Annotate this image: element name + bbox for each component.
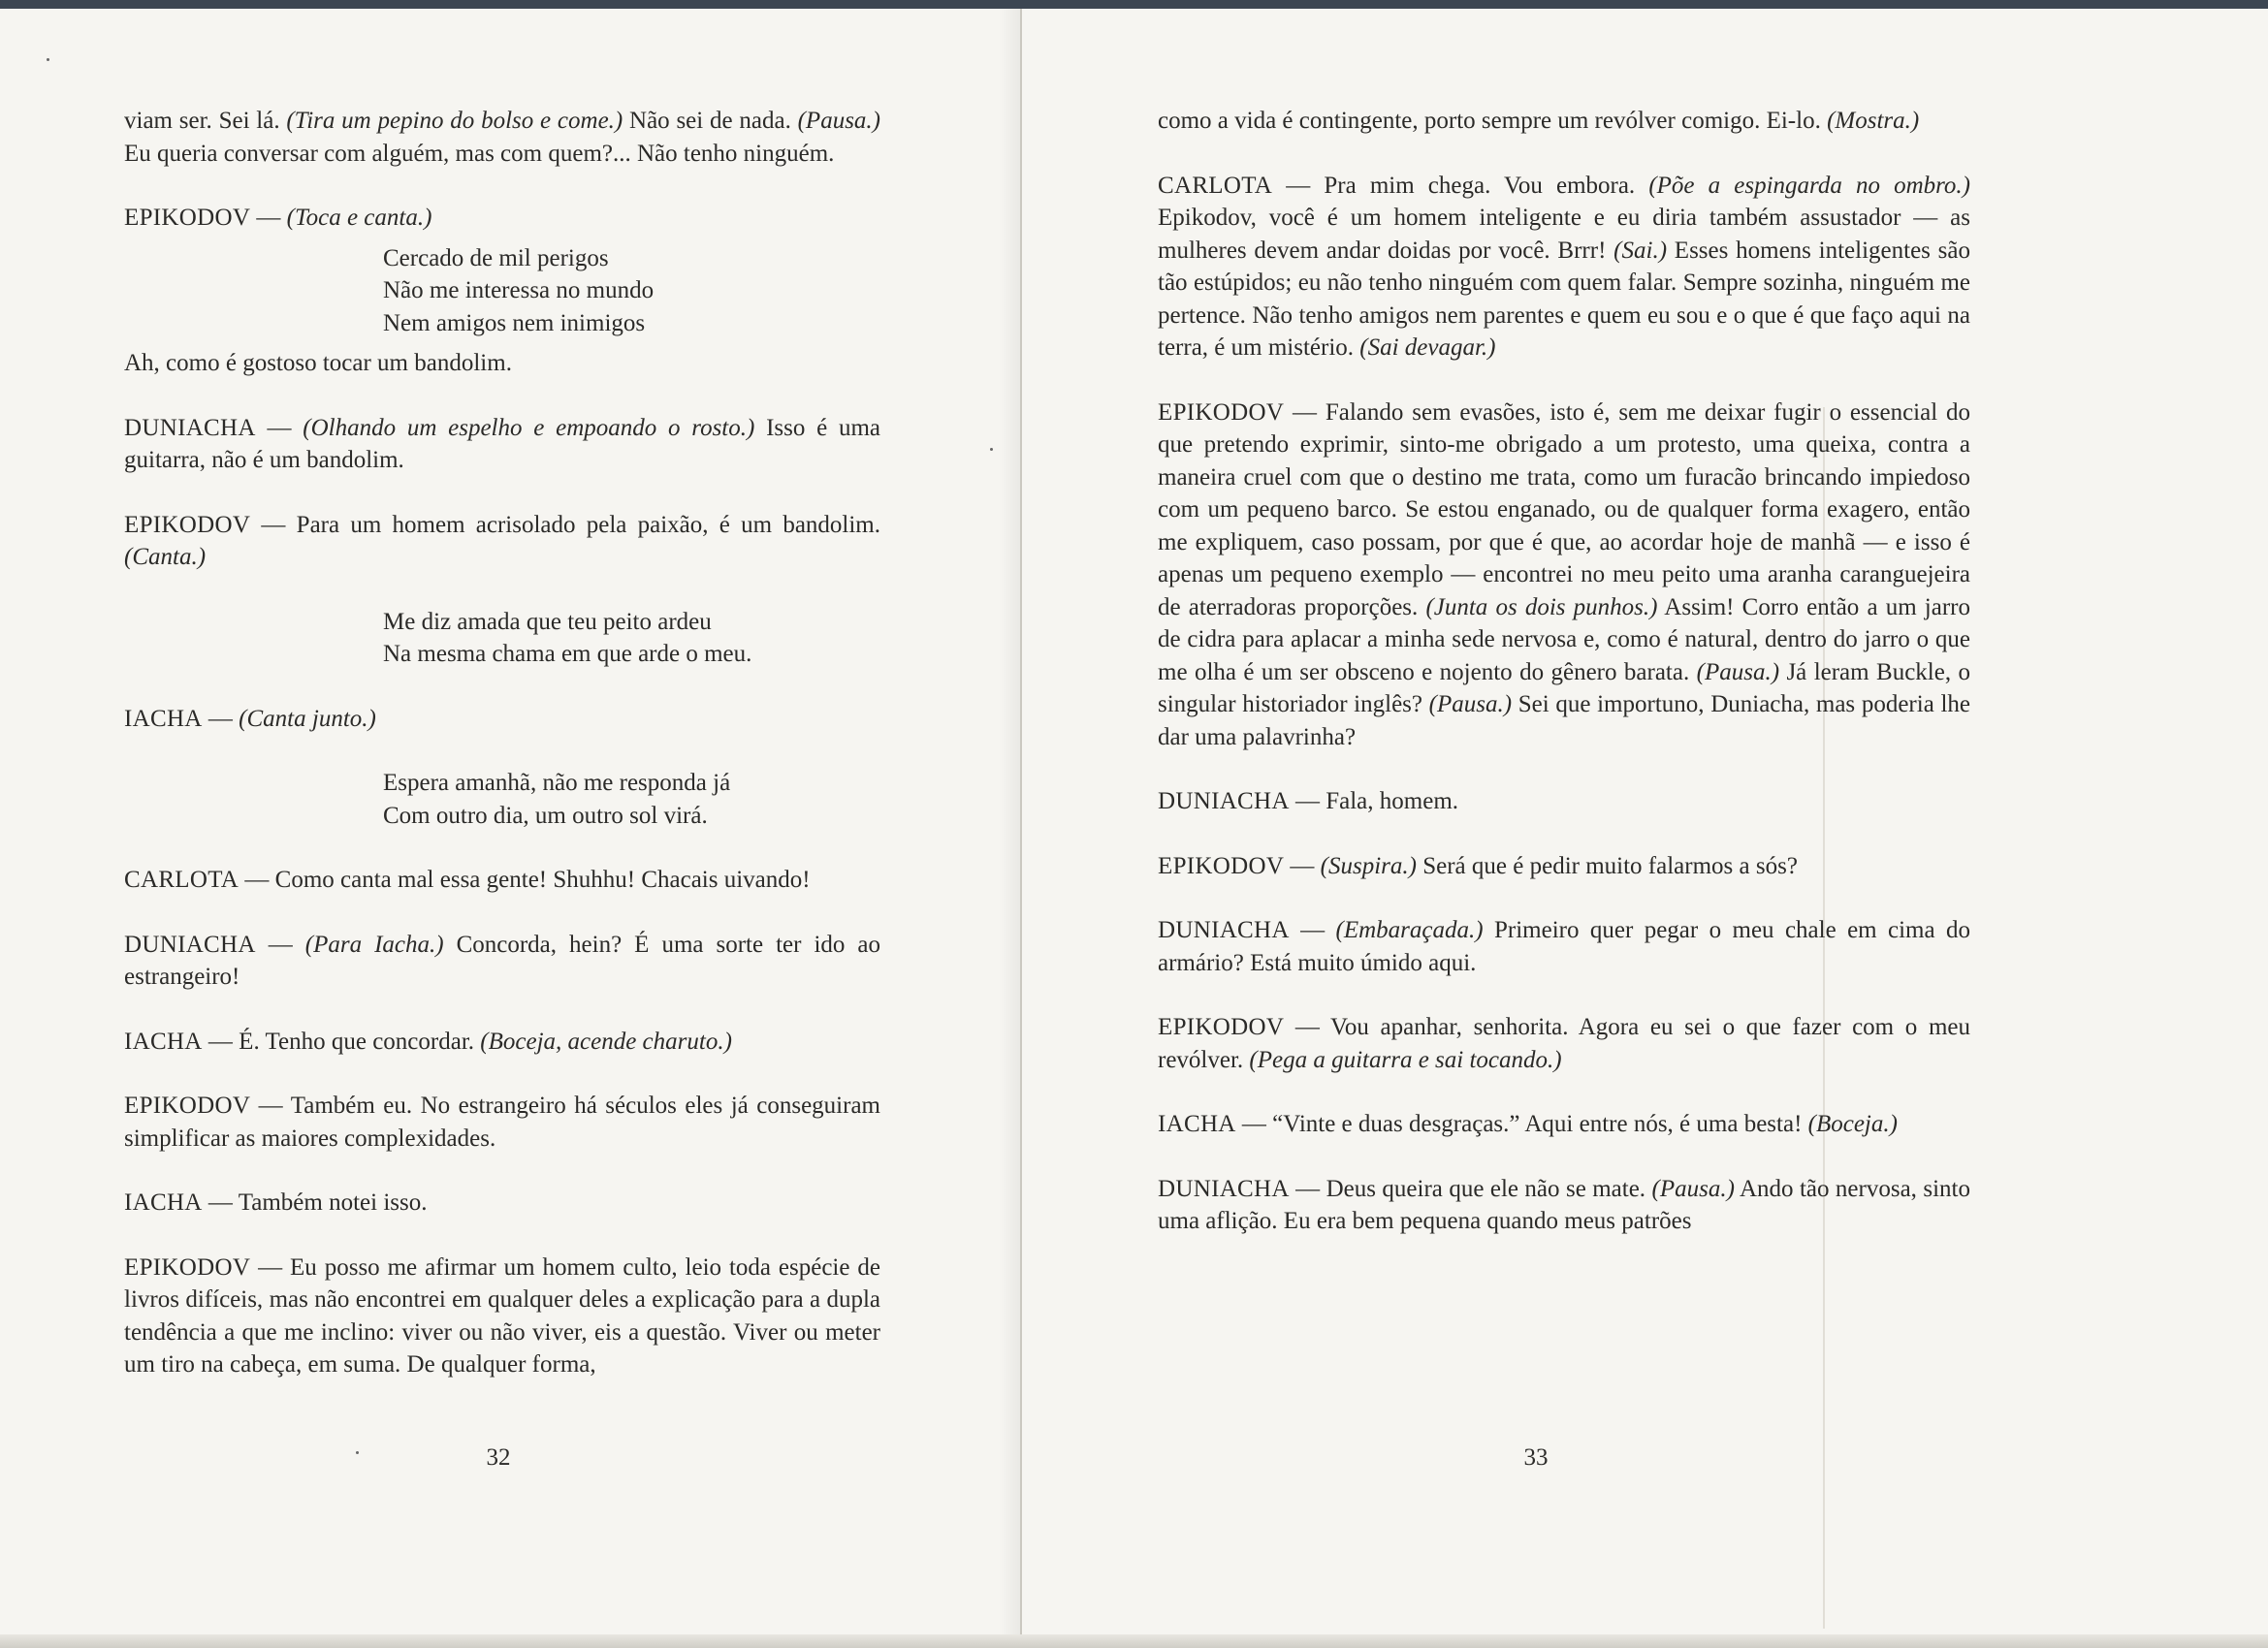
dialogue-text: Eu queria conversar com alguém, mas com quem?... Não tenho ninguém.	[124, 140, 835, 167]
song-verse	[383, 242, 880, 340]
stage-direction: (Pausa.)	[797, 108, 881, 134]
stage-direction: (Olhando um espelho e empoando o rosto.)	[303, 414, 755, 441]
dialogue-text: Já leram Buckle, o singular historiador inglês?	[1158, 658, 1970, 717]
dialogue-text: —	[255, 414, 303, 441]
dialogue-text: Concorda, hein? É uma sorte ter ido ao estrangeiro!	[124, 931, 880, 990]
stage-direction: (Suspira.)	[1320, 852, 1417, 879]
left-page-text	[124, 105, 880, 1381]
stage-direction: (Toca e canta.)	[286, 205, 432, 231]
speaker-name: DUNIACHA	[124, 414, 256, 441]
song-verse	[383, 606, 880, 671]
dialogue-block	[1158, 1108, 1970, 1141]
dialogue-text: — Eu posso me afirmar um homem culto, leio toda espécie de livros difíceis, mas não encontrei em qualquer deles a explicação para a dupla tendência a que me inclino: viver ou não viver, eis a questão. Viver ou meter um tiro na cabeça, em suma. De qualquer forma,	[124, 1253, 880, 1378]
dialogue-text: Epikodov, você é um homem inteligente e eu diria também assustador — as mulheres devem andar doidas por você. Brrr!	[1158, 205, 1970, 264]
dialogue-text: Sei que importuno, Duniacha, mas poderia lhe dar uma palavrinha?	[1158, 691, 1970, 750]
dialogue-block	[124, 929, 880, 994]
dialogue-text: Ando tão nervosa, sinto uma aflição. Eu era bem pequena quando meus patrões	[1158, 1175, 1970, 1234]
verse-line: Cercado de mil perigos	[383, 244, 609, 271]
dialogue-block	[1158, 1011, 1970, 1076]
speaker-name: IACHA	[124, 1028, 203, 1055]
speaker-name: DUNIACHA	[1158, 788, 1290, 814]
dialogue-text: Será que é pedir muito falarmos a sós?	[1416, 852, 1798, 879]
speaker-name: CARLOTA	[1158, 172, 1273, 199]
stage-direction: (Mostra.)	[1827, 108, 1920, 134]
speaker-name: IACHA	[1158, 1111, 1236, 1137]
stage-direction: (Canta junto.)	[239, 705, 376, 732]
dialogue-text: Esses homens inteligentes são tão estúpidos; eu não tenho ninguém com quem falar. Sempre sozinha, ninguém me pertence. Não tenho amigos nem parentes e quem eu sou e o que é que faço aqui na terra, é um mistério.	[1158, 237, 1970, 361]
dialogue-text: —	[250, 205, 287, 231]
right-page-text	[1158, 105, 1970, 1238]
verse-line: Espera amanhã, não me responda já	[383, 770, 731, 796]
stage-direction: (Junta os dois punhos.)	[1425, 593, 1658, 620]
speaker-name: DUNIACHA	[1158, 1175, 1290, 1202]
dialogue-block	[124, 1187, 880, 1220]
speaker-name: EPIKODOV	[1158, 398, 1285, 426]
dialogue-text: —	[1289, 917, 1336, 943]
dialogue-block	[1158, 785, 1970, 818]
speaker-name: EPIKODOV	[124, 1253, 251, 1281]
stage-direction: (Sai devagar.)	[1359, 334, 1496, 361]
page-number-left: 32	[486, 1444, 511, 1471]
stage-direction: (Para Iacha.)	[304, 931, 444, 958]
verse-line: Nem amigos nem inimigos	[383, 309, 646, 336]
dialogue-block	[1158, 1173, 1970, 1238]
dialogue-block	[124, 202, 880, 235]
speaker-name: EPIKODOV	[1158, 1014, 1285, 1040]
dialogue-text: Primeiro quer pegar o meu chale em cima do armário? Está muito úmido aqui.	[1158, 917, 1970, 976]
speaker-name: EPIKODOV	[124, 205, 251, 231]
dialogue-text: — Pra mim chega. Vou embora.	[1272, 172, 1649, 199]
dialogue-block	[1158, 170, 1970, 364]
dialogue-text: — Deus queira que ele não se mate.	[1289, 1175, 1652, 1202]
dialogue-text: Isso é uma guitarra, não é um bandolim.	[124, 414, 881, 473]
right-page	[1022, 0, 2268, 1638]
dialogue-text: Não sei de nada.	[623, 108, 798, 134]
dialogue-block	[124, 412, 880, 477]
speaker-name: EPIKODOV	[1158, 852, 1285, 879]
song-verse	[383, 767, 880, 832]
dialogue-block	[124, 703, 880, 736]
dialogue-text: — Fala, homem.	[1289, 788, 1459, 814]
verse-line: Não me interessa no mundo	[383, 277, 655, 303]
dialogue-block	[1158, 850, 1970, 883]
dialogue-block	[124, 864, 880, 897]
stage-direction: (Pausa.)	[1651, 1175, 1735, 1202]
stage-direction: (Boceja, acende charuto.)	[480, 1028, 732, 1055]
dialogue-block	[124, 1090, 880, 1155]
dialogue-block	[1158, 914, 1970, 979]
stage-direction: (Pausa.)	[1696, 658, 1780, 685]
verse-line: Me diz amada que teu peito ardeu	[383, 608, 712, 635]
speaker-name: IACHA	[124, 705, 203, 732]
dialogue-text: como a vida é contingente, porto sempre um revólver comigo. Ei-lo.	[1158, 108, 1828, 134]
left-page	[0, 0, 1020, 1638]
speaker-name: CARLOTA	[124, 867, 240, 893]
dialogue-text: Ah, como é gostoso tocar um bandolim.	[124, 350, 512, 376]
stage-direction: (Põe a espingarda no ombro.)	[1648, 172, 1970, 199]
dialogue-text: — Também notei isso.	[202, 1189, 428, 1216]
verse-line: Na mesma chama em que arde o meu.	[383, 641, 752, 667]
dialogue-block	[124, 105, 880, 170]
dialogue-text: viam ser. Sei lá.	[124, 108, 287, 134]
dialogue-text: Assim! Corro então a um jarro de cidra para aplacar a minha sede nervosa e, como é natural, dentro do jarro o que me olha é um ser obsceno e nojento do gênero barata.	[1158, 593, 1971, 685]
dialogue-block	[124, 1252, 880, 1381]
speaker-name: IACHA	[124, 1189, 203, 1216]
stage-direction: (Canta.)	[124, 544, 207, 570]
speaker-name: EPIKODOV	[124, 1093, 251, 1119]
stage-direction: (Pausa.)	[1428, 691, 1513, 717]
dialogue-text: —	[255, 931, 305, 958]
dialogue-text: — Também eu. No estrangeiro há séculos eles já conseguiram simplificar as maiores complexidades.	[124, 1093, 880, 1152]
dialogue-text: — “Vinte e duas desgraças.” Aqui entre nós, é uma besta!	[1235, 1111, 1808, 1137]
dialogue-text: — Vou apanhar, senhorita. Agora eu sei o que fazer com o meu revólver.	[1158, 1014, 1970, 1073]
dialogue-text: — Falando sem evasões, isto é, sem me deixar fugir o essencial do que pretendo exprimir, sinto-me obrigado a um protesto, uma queixa, contra a maneira cruel com que o destino me trata, como um furacão brincando impiedoso com um pequeno barco. Se estou enganado, ou de qualquer forma exagero, então me expliquem, caso possam, por que é que, ao acordar hoje de manhã — e isso é apenas um pequeno exemplo — encontrei no meu peito uma aranha caranguejeira de aterradoras proporções.	[1158, 398, 1970, 620]
dialogue-block	[124, 1026, 880, 1059]
speaker-name: DUNIACHA	[124, 931, 256, 958]
verse-line: Com outro dia, um outro sol virá.	[383, 802, 708, 829]
speaker-name: EPIKODOV	[124, 511, 251, 538]
stage-direction: (Tira um pepino do bolso e come.)	[286, 108, 623, 134]
dialogue-text: — É. Tenho que concordar.	[202, 1028, 481, 1055]
dialogue-text: —	[202, 705, 240, 732]
page-number-right: 33	[1523, 1444, 1549, 1471]
dialogue-block	[1158, 396, 1970, 754]
speaker-name: DUNIACHA	[1158, 917, 1290, 943]
dialogue-text: — Como canta mal essa gente! Shuhhu! Chacais uivando!	[239, 867, 811, 893]
dialogue-text: — Para um homem acrisolado pela paixão, é um bandolim.	[250, 511, 880, 538]
stage-direction: (Embaraçada.)	[1335, 917, 1484, 943]
stage-direction: (Boceja.)	[1807, 1111, 1898, 1137]
dialogue-block	[1158, 105, 1970, 138]
dialogue-block	[124, 509, 880, 574]
stage-direction: (Pega a guitarra e sai tocando.)	[1249, 1046, 1562, 1073]
stage-direction: (Sai.)	[1613, 237, 1668, 264]
dialogue-text: —	[1284, 852, 1321, 879]
